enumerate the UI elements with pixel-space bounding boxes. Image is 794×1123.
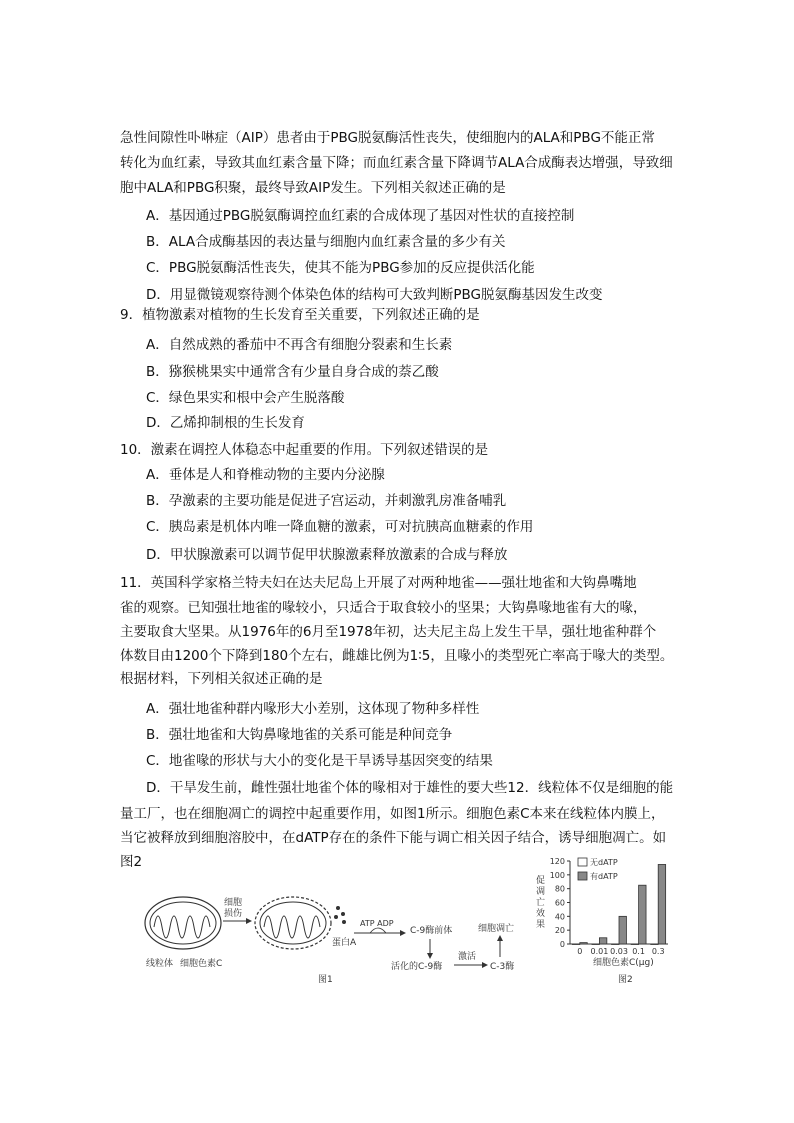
mitochondrion-icon — [145, 897, 221, 949]
chart-y-tick-label: 40 — [554, 912, 565, 922]
chart-x-tick-label: 0.03 — [610, 947, 628, 956]
c9-precursor-label: C-9酶前体 — [410, 926, 453, 936]
q12-line-2: 当它被释放到细胞溶胶中，在dATP存在的条件下能与调亡相关因子结合，诱导细胞凋亡。如 — [120, 830, 667, 846]
chart-x-tick-label: 0.3 — [651, 947, 665, 956]
q12-line-1: 量工厂，也在细胞凋亡的调控中起重要作用，如图1所示。细胞色素C本来在线粒体内膜上， — [120, 806, 665, 822]
chart-ylabel-char: 果 — [536, 920, 546, 930]
q10-option-c: C．胰岛素是机体内唯一降血糖的激素，可对抗胰高血糖素的作用 — [146, 519, 534, 535]
intro-line-2: 转化为血红素，导致其血红素含量下降；而血红素含量下降调节ALA合成酶表达增强，导致细 — [120, 155, 673, 171]
mito-label: 线粒体 — [146, 959, 174, 969]
chart-y-tick-label: 20 — [554, 926, 565, 936]
chart-ylabel-char: 促 — [536, 876, 546, 886]
intro-option-a: A．基因通过PBG脱氨酶调控血红素的合成体现了基因对性状的直接控制 — [146, 208, 575, 224]
chart-y-axis — [550, 857, 668, 949]
chart-bar — [580, 943, 587, 944]
damage-label-2: 损伤 — [224, 909, 243, 919]
chart-legend-swatch — [578, 872, 587, 880]
chart-ylabel-char: 效 — [536, 909, 546, 919]
chart-y-tick-label: 80 — [554, 884, 565, 894]
figure2-chart — [536, 857, 668, 985]
q11-stem-line-3: 主要取食大坚果。从1976年的6月至1978年初，达夫尼主岛上发生干旱，强壮地雀种群个 — [120, 624, 657, 640]
chart-y-tick-label: 100 — [549, 870, 565, 880]
atp-adp-label: ATP ADP — [360, 919, 394, 928]
chart-y-tick-label: 60 — [554, 898, 565, 908]
chart-bar — [619, 916, 626, 944]
chart-x-tick-label: 0.1 — [632, 947, 645, 956]
damage-label-1: 细胞 — [224, 898, 243, 908]
intro-option-c: C．PBG脱氨酶活性丧失，使其不能为PBG参加的反应提供活化能 — [146, 260, 535, 276]
chart-x-tick-label: 0.01 — [590, 947, 609, 956]
chart-bar — [612, 944, 619, 945]
q9-option-d: D．乙烯抑制根的生长发育 — [146, 415, 305, 431]
activate-label: 激活 — [458, 952, 477, 962]
figure-area — [138, 853, 673, 987]
chart-xlabel: 细胞色素C(μg) — [593, 958, 654, 968]
q10-option-b: B．孕激素的主要功能是促进子宫运动，并刺激乳房准备哺乳 — [146, 493, 507, 509]
q11-stem-line-1: 11．英国科学家格兰特夫妇在达夫尼岛上开展了对两种地雀——强壮地雀和大钩鼻嘴地 — [120, 575, 637, 591]
chart-x-tick-label: 0 — [577, 947, 583, 956]
q9-option-c: C．绿色果实和根中会产生脱落酸 — [146, 390, 345, 406]
intro-line-3: 胞中ALA和PBG积聚，最终导致AIP发生。下列相关叙述正确的是 — [120, 180, 506, 196]
chart-bar — [651, 944, 658, 945]
q11-option-d: D．干旱发生前，雌性强壮地雀个体的喙相对于雄性的要大些12．线粒体不仅是细胞的能 — [146, 780, 674, 796]
chart-bar — [572, 944, 579, 945]
figure2-caption: 图2 — [618, 975, 633, 985]
chart-bar — [599, 938, 606, 944]
intro-line-1: 急性间隙性卟啉症（AIP）患者由于PBG脱氨酶活性丧失，使细胞内的ALA和PBG不能正常 — [120, 130, 655, 146]
protein-a-label: 蛋白A — [332, 938, 357, 948]
figure1 — [145, 897, 514, 985]
chart-legend — [578, 858, 618, 881]
q11-option-a: A．强壮地雀种群内喙形大小差别，这体现了物种多样性 — [146, 701, 480, 717]
chart-ylabel-char: 凋 — [536, 887, 546, 897]
chart-bar — [631, 944, 638, 945]
intro-option-b: B．ALA合成酶基因的表达量与细胞内血红素含量的多少有关 — [146, 234, 506, 250]
q9-stem: 9．植物激素对植物的生长发育至关重要，下列叙述正确的是 — [120, 307, 480, 323]
apoptosis-label: 细胞凋亡 — [478, 924, 515, 934]
q10-stem: 10．激素在调控人体稳态中起重要的作用。下列叙述错误的是 — [120, 442, 489, 458]
chart-legend-label: 无dATP — [590, 858, 618, 867]
c9-activated-label: 活化的C-9酶 — [391, 962, 443, 972]
q11-option-b: B．强壮地雀和大钩鼻喙地雀的关系可能是种间竞争 — [146, 727, 453, 743]
q10-option-a: A．垂体是人和脊椎动物的主要内分泌腺 — [146, 467, 385, 483]
figure-svg — [138, 853, 673, 987]
chart-y-tick-label: 120 — [549, 857, 565, 866]
figure1-caption: 图1 — [318, 975, 333, 985]
cytochrome-c-dots — [334, 906, 346, 924]
q12-line-3: 图2 — [120, 854, 143, 870]
chart-y-tick-label: 0 — [559, 940, 565, 949]
q9-option-a: A．自然成熟的番茄中不再含有细胞分裂素和生长素 — [146, 337, 453, 353]
chart-ylabel-char: 亡 — [536, 898, 546, 908]
chart-x-ticks — [577, 947, 664, 956]
q11-stem-line-2: 雀的观察。已知强壮地雀的喙较小，只适合于取食较小的坚果；大钩鼻喙地雀有大的喙， — [120, 600, 647, 616]
intro-option-d: D．用显微镜观察待测个体染色体的结构可大致判断PBG脱氨酶基因发生改变 — [146, 287, 603, 303]
cytc-label: 细胞色素C — [180, 959, 223, 969]
chart-bar — [639, 885, 646, 944]
chart-bar — [658, 864, 665, 944]
q11-option-c: C．地雀喙的形状与大小的变化是干旱诱导基因突变的结果 — [146, 753, 493, 769]
q11-stem-line-4: 体数目由1200个下降到180个左右，雌雄比例为1∶5，且喙小的类型死亡率高于喙大的类型。 — [120, 648, 674, 664]
chart-bar — [592, 944, 599, 945]
damaged-mitochondrion-icon — [255, 897, 331, 949]
c3-label: C-3酶 — [490, 962, 515, 972]
chart-legend-label: 有dATP — [590, 872, 618, 881]
q11-stem-line-5: 根据材料，下列相关叙述正确的是 — [120, 671, 323, 687]
chart-legend-swatch — [578, 858, 587, 866]
q10-option-d: D．甲状腺激素可以调节促甲状腺激素释放激素的合成与释放 — [146, 547, 508, 563]
q9-option-b: B．猕猴桃果实中通常含有少量自身合成的萘乙酸 — [146, 364, 439, 380]
